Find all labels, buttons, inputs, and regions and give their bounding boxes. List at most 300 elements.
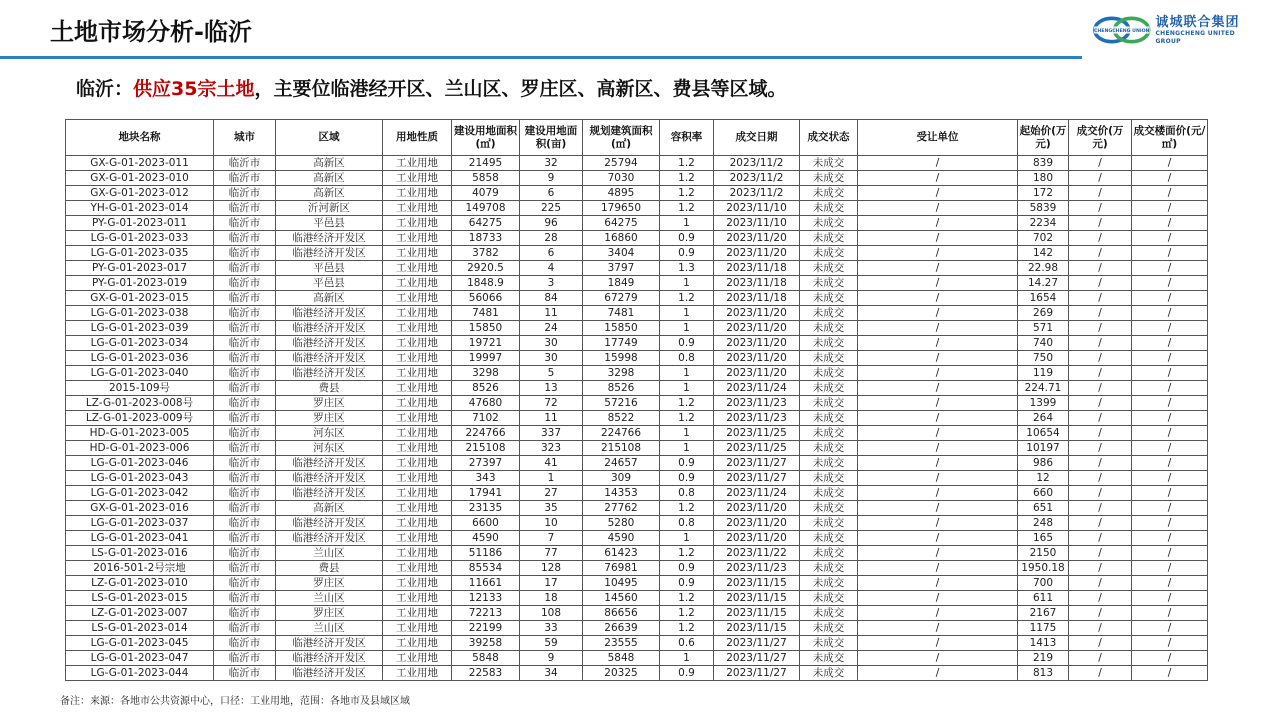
table-cell: 0.6	[660, 636, 714, 651]
table-body	[66, 156, 1208, 681]
table-cell: /	[858, 531, 1018, 546]
table-cell: GX-G-01-2023-012	[66, 186, 214, 201]
column-header: 成交价(万元)	[1069, 120, 1132, 156]
table-cell: 225	[520, 201, 583, 216]
table-row	[66, 261, 1208, 276]
table-cell: /	[858, 246, 1018, 261]
table-cell: 165	[1018, 531, 1069, 546]
table-cell: 12133	[452, 591, 520, 606]
table-cell: 2023/11/25	[714, 441, 800, 456]
table-cell: 20325	[583, 666, 660, 681]
table-row	[66, 636, 1208, 651]
table-cell: 未成交	[800, 186, 858, 201]
table-cell: 工业用地	[383, 561, 452, 576]
table-cell: /	[858, 291, 1018, 306]
table-cell: 1	[660, 651, 714, 666]
table-cell: 18733	[452, 231, 520, 246]
table-cell: 未成交	[800, 321, 858, 336]
table-cell: 临港经济开发区	[276, 321, 383, 336]
table-cell: 17	[520, 576, 583, 591]
column-header: 成交楼面价(元/㎡)	[1132, 120, 1208, 156]
column-header: 受让单位	[858, 120, 1018, 156]
table-cell: 72213	[452, 606, 520, 621]
table-cell: 11	[520, 411, 583, 426]
table-cell: 临沂市	[214, 441, 276, 456]
table-cell: 临沂市	[214, 666, 276, 681]
table-cell: 临港经济开发区	[276, 231, 383, 246]
table-cell: 39258	[452, 636, 520, 651]
table-cell: 未成交	[800, 576, 858, 591]
table-cell: 0.8	[660, 486, 714, 501]
table-cell: 临港经济开发区	[276, 471, 383, 486]
table-cell: LG-G-01-2023-033	[66, 231, 214, 246]
table-cell: 27762	[583, 501, 660, 516]
table-cell: LS-G-01-2023-016	[66, 546, 214, 561]
table-cell: 10495	[583, 576, 660, 591]
table-cell: 2023/11/27	[714, 666, 800, 681]
table-cell: 0.9	[660, 246, 714, 261]
table-cell: 2023/11/15	[714, 591, 800, 606]
table-cell: /	[1132, 546, 1208, 561]
table-cell: /	[1132, 471, 1208, 486]
table-cell: 临港经济开发区	[276, 531, 383, 546]
table-cell: 1	[660, 426, 714, 441]
table-cell: 1.2	[660, 546, 714, 561]
table-cell: /	[858, 216, 1018, 231]
table-cell: 1175	[1018, 621, 1069, 636]
table-cell: 临沂市	[214, 486, 276, 501]
table-row	[66, 456, 1208, 471]
table-row	[66, 336, 1208, 351]
table-row	[66, 516, 1208, 531]
table-cell: 2023/11/25	[714, 426, 800, 441]
table-cell: 临沂市	[214, 411, 276, 426]
footnote: 备注：来源：各地市公共资源中心，口径：工业用地，范围：各地市及县域区域	[60, 696, 410, 707]
table-cell: /	[1069, 186, 1132, 201]
table-cell: /	[1132, 306, 1208, 321]
table-cell: 临沂市	[214, 531, 276, 546]
table-row	[66, 441, 1208, 456]
table-cell: 5839	[1018, 201, 1069, 216]
table-cell: 224766	[583, 426, 660, 441]
table-cell: LG-G-01-2023-034	[66, 336, 214, 351]
table-cell: 2920.5	[452, 261, 520, 276]
table-cell: 14353	[583, 486, 660, 501]
table-cell: 未成交	[800, 396, 858, 411]
table-row	[66, 246, 1208, 261]
table-cell: LG-G-01-2023-039	[66, 321, 214, 336]
table-cell: 128	[520, 561, 583, 576]
table-cell: 未成交	[800, 306, 858, 321]
table-cell: 未成交	[800, 366, 858, 381]
table-cell: /	[1069, 456, 1132, 471]
table-cell: 813	[1018, 666, 1069, 681]
table-cell: /	[858, 561, 1018, 576]
table-cell: /	[858, 546, 1018, 561]
table-cell: 5848	[583, 651, 660, 666]
table-cell: /	[1132, 231, 1208, 246]
table-cell: 2023/11/15	[714, 576, 800, 591]
table-cell: /	[1132, 366, 1208, 381]
table-cell: 7102	[452, 411, 520, 426]
table-cell: HD-G-01-2023-006	[66, 441, 214, 456]
table-row	[66, 426, 1208, 441]
table-cell: 30	[520, 351, 583, 366]
table-cell: 611	[1018, 591, 1069, 606]
table-cell: 工业用地	[383, 321, 452, 336]
table-cell: 180	[1018, 171, 1069, 186]
table-cell: 工业用地	[383, 216, 452, 231]
table-cell: /	[858, 426, 1018, 441]
table-cell: 51186	[452, 546, 520, 561]
table-cell: 未成交	[800, 426, 858, 441]
table-cell: /	[1069, 261, 1132, 276]
table-cell: LG-G-01-2023-041	[66, 531, 214, 546]
table-cell: 工业用地	[383, 426, 452, 441]
table-cell: 0.9	[660, 231, 714, 246]
table-cell: 3	[520, 276, 583, 291]
table-cell: 未成交	[800, 501, 858, 516]
table-cell: 14560	[583, 591, 660, 606]
table-cell: /	[858, 486, 1018, 501]
table-cell: LZ-G-01-2023-007	[66, 606, 214, 621]
table-cell: 56066	[452, 291, 520, 306]
column-header: 用地性质	[383, 120, 452, 156]
table-cell: 工业用地	[383, 291, 452, 306]
table-cell: 26639	[583, 621, 660, 636]
table-cell: /	[1069, 666, 1132, 681]
summary-suffix: ，主要位临港经开区、兰山区、罗庄区、高新区、费县等区域。	[254, 78, 787, 100]
table-cell: 1.2	[660, 291, 714, 306]
table-cell: 2023/11/22	[714, 546, 800, 561]
table-cell: 179650	[583, 201, 660, 216]
table-cell: 7481	[452, 306, 520, 321]
table-cell: LZ-G-01-2023-008号	[66, 396, 214, 411]
table-cell: 6	[520, 186, 583, 201]
table-cell: 986	[1018, 456, 1069, 471]
table-cell: 651	[1018, 501, 1069, 516]
table-cell: 108	[520, 606, 583, 621]
table-cell: LG-G-01-2023-047	[66, 651, 214, 666]
table-cell: /	[858, 396, 1018, 411]
table-cell: 1	[660, 306, 714, 321]
table-cell: 5848	[452, 651, 520, 666]
table-cell: 工业用地	[383, 471, 452, 486]
table-cell: 临港经济开发区	[276, 516, 383, 531]
column-header: 规划建筑面积(㎡)	[583, 120, 660, 156]
table-cell: 高新区	[276, 156, 383, 171]
table-cell: /	[1132, 426, 1208, 441]
table-cell: 17941	[452, 486, 520, 501]
table-cell: /	[1132, 411, 1208, 426]
table-cell: /	[1069, 516, 1132, 531]
table-cell: 工业用地	[383, 201, 452, 216]
table-cell: 临沂市	[214, 246, 276, 261]
table-cell: /	[858, 231, 1018, 246]
table-cell: 工业用地	[383, 516, 452, 531]
table-cell: 9	[520, 651, 583, 666]
table-cell: 工业用地	[383, 186, 452, 201]
table-cell: 临沂市	[214, 606, 276, 621]
table-cell: 21495	[452, 156, 520, 171]
table-cell: 4895	[583, 186, 660, 201]
table-cell: /	[1132, 396, 1208, 411]
table-cell: 8526	[583, 381, 660, 396]
table-row	[66, 546, 1208, 561]
table-row	[66, 321, 1208, 336]
table-cell: /	[1132, 336, 1208, 351]
table-header-row	[66, 120, 1208, 156]
table-cell: 工业用地	[383, 306, 452, 321]
table-cell: /	[1069, 171, 1132, 186]
table-cell: /	[1069, 531, 1132, 546]
table-cell: 2023/11/15	[714, 621, 800, 636]
table-cell: 未成交	[800, 201, 858, 216]
table-cell: /	[1132, 591, 1208, 606]
summary-prefix: 临沂：	[76, 78, 134, 100]
table-cell: 2023/11/2	[714, 156, 800, 171]
table-row	[66, 576, 1208, 591]
table-cell: 149708	[452, 201, 520, 216]
table-cell: 未成交	[800, 606, 858, 621]
table-cell: 15998	[583, 351, 660, 366]
table-cell: /	[1132, 456, 1208, 471]
table-cell: 16860	[583, 231, 660, 246]
page-title: 土地市场分析-临沂	[50, 18, 252, 46]
table-cell: 6600	[452, 516, 520, 531]
table-row	[66, 216, 1208, 231]
table-cell: /	[1132, 651, 1208, 666]
table-cell: 1950.18	[1018, 561, 1069, 576]
table-cell: 2023/11/10	[714, 201, 800, 216]
column-header: 成交日期	[714, 120, 800, 156]
table-cell: 临沂市	[214, 591, 276, 606]
table-row	[66, 591, 1208, 606]
table-cell: 未成交	[800, 441, 858, 456]
table-cell: 343	[452, 471, 520, 486]
table-cell: /	[1132, 501, 1208, 516]
table-cell: /	[858, 621, 1018, 636]
table-cell: /	[1069, 291, 1132, 306]
table-cell: /	[1069, 381, 1132, 396]
table-cell: 64275	[583, 216, 660, 231]
table-cell: 临沂市	[214, 171, 276, 186]
table-cell: /	[1069, 201, 1132, 216]
table-cell: 临沂市	[214, 621, 276, 636]
table-cell: 临港经济开发区	[276, 456, 383, 471]
table-cell: /	[858, 471, 1018, 486]
table-cell: /	[1069, 441, 1132, 456]
table-cell: 2023/11/18	[714, 291, 800, 306]
table-cell: 2023/11/18	[714, 276, 800, 291]
table-cell: 未成交	[800, 531, 858, 546]
table-cell: /	[858, 366, 1018, 381]
table-cell: LG-G-01-2023-036	[66, 351, 214, 366]
logo-name-en: CHENGCHENG UNITED GROUP	[1155, 29, 1235, 45]
table-cell: 临港经济开发区	[276, 486, 383, 501]
table-cell: 142	[1018, 246, 1069, 261]
table-cell: LG-G-01-2023-044	[66, 666, 214, 681]
table-cell: /	[858, 276, 1018, 291]
column-header: 起始价(万元)	[1018, 120, 1069, 156]
table-cell: 2023/11/20	[714, 531, 800, 546]
table-cell: GX-G-01-2023-016	[66, 501, 214, 516]
table-cell: YH-G-01-2023-014	[66, 201, 214, 216]
table-cell: 未成交	[800, 231, 858, 246]
table-cell: 1.2	[660, 396, 714, 411]
table-cell: 临沂市	[214, 276, 276, 291]
table-cell: 未成交	[800, 516, 858, 531]
table-cell: LG-G-01-2023-038	[66, 306, 214, 321]
table-cell: /	[858, 201, 1018, 216]
table-cell: 工业用地	[383, 531, 452, 546]
table-cell: 工业用地	[383, 261, 452, 276]
table-cell: 工业用地	[383, 366, 452, 381]
table-cell: PY-G-01-2023-019	[66, 276, 214, 291]
table-cell: 96	[520, 216, 583, 231]
table-cell: 2023/11/27	[714, 471, 800, 486]
table-cell: 1.2	[660, 186, 714, 201]
table-cell: /	[1132, 381, 1208, 396]
table-cell: 1	[660, 321, 714, 336]
table-cell: 76981	[583, 561, 660, 576]
table-cell: /	[1069, 351, 1132, 366]
table-cell: GX-G-01-2023-011	[66, 156, 214, 171]
table-cell: /	[858, 261, 1018, 276]
table-cell: /	[858, 171, 1018, 186]
table-cell: 2023/11/20	[714, 306, 800, 321]
table-cell: 1.2	[660, 171, 714, 186]
table-cell: 27	[520, 486, 583, 501]
table-cell: /	[858, 441, 1018, 456]
table-row	[66, 501, 1208, 516]
table-cell: 61423	[583, 546, 660, 561]
table-cell: 未成交	[800, 381, 858, 396]
table-cell: 2023/11/15	[714, 606, 800, 621]
table-cell: 未成交	[800, 156, 858, 171]
table-cell: 平邑县	[276, 261, 383, 276]
table-cell: 临沂市	[214, 561, 276, 576]
table-cell: 4	[520, 261, 583, 276]
table-cell: /	[1069, 576, 1132, 591]
table-cell: /	[858, 156, 1018, 171]
table-cell: 临沂市	[214, 576, 276, 591]
table-cell: 1.2	[660, 591, 714, 606]
table-cell: 10	[520, 516, 583, 531]
table-cell: 临港经济开发区	[276, 366, 383, 381]
table-cell: 罗庄区	[276, 411, 383, 426]
table-row	[66, 381, 1208, 396]
table-cell: 工业用地	[383, 156, 452, 171]
table-cell: 11661	[452, 576, 520, 591]
table-cell: /	[1069, 651, 1132, 666]
table-cell: 224.71	[1018, 381, 1069, 396]
table-cell: 临沂市	[214, 306, 276, 321]
table-row	[66, 396, 1208, 411]
table-row	[66, 156, 1208, 171]
table-cell: 2023/11/20	[714, 366, 800, 381]
table-cell: 10654	[1018, 426, 1069, 441]
table-cell: 临港经济开发区	[276, 636, 383, 651]
table-cell: 119	[1018, 366, 1069, 381]
table-cell: 临港经济开发区	[276, 306, 383, 321]
table-cell: 4079	[452, 186, 520, 201]
table-cell: 未成交	[800, 216, 858, 231]
table-cell: 8522	[583, 411, 660, 426]
table-cell: 11	[520, 306, 583, 321]
table-cell: 10197	[1018, 441, 1069, 456]
table-cell: 临沂市	[214, 216, 276, 231]
table-cell: PY-G-01-2023-017	[66, 261, 214, 276]
table-cell: 323	[520, 441, 583, 456]
table-cell: 2023/11/2	[714, 171, 800, 186]
table-cell: 工业用地	[383, 621, 452, 636]
table-cell: 高新区	[276, 291, 383, 306]
table-cell: 1.2	[660, 201, 714, 216]
table-cell: 25794	[583, 156, 660, 171]
table-cell: 0.8	[660, 516, 714, 531]
table-cell: 13	[520, 381, 583, 396]
table-cell: 59	[520, 636, 583, 651]
table-cell: /	[858, 636, 1018, 651]
table-cell: 0.9	[660, 471, 714, 486]
table-cell: /	[1069, 396, 1132, 411]
table-cell: LZ-G-01-2023-010	[66, 576, 214, 591]
table-cell: 未成交	[800, 486, 858, 501]
table-cell: 未成交	[800, 651, 858, 666]
table-cell: 1	[660, 381, 714, 396]
table-cell: /	[1069, 306, 1132, 321]
table-cell: 临沂市	[214, 336, 276, 351]
table-cell: /	[1069, 246, 1132, 261]
table-cell: 15850	[583, 321, 660, 336]
table-cell: 5858	[452, 171, 520, 186]
table-cell: 22199	[452, 621, 520, 636]
table-cell: 224766	[452, 426, 520, 441]
table-cell: 临港经济开发区	[276, 651, 383, 666]
table-cell: 工业用地	[383, 381, 452, 396]
table-cell: /	[1132, 321, 1208, 336]
table-cell: 河东区	[276, 441, 383, 456]
table-cell: 3782	[452, 246, 520, 261]
table-cell: 3404	[583, 246, 660, 261]
table-cell: 2023/11/20	[714, 321, 800, 336]
table-cell: 2023/11/27	[714, 456, 800, 471]
table-row	[66, 531, 1208, 546]
table-cell: 2023/11/20	[714, 516, 800, 531]
table-cell: 平邑县	[276, 276, 383, 291]
table-cell: LS-G-01-2023-015	[66, 591, 214, 606]
table-cell: 3797	[583, 261, 660, 276]
table-cell: 临沂市	[214, 651, 276, 666]
table-cell: 工业用地	[383, 591, 452, 606]
table-cell: 0.9	[660, 456, 714, 471]
column-header: 成交状态	[800, 120, 858, 156]
table-row	[66, 606, 1208, 621]
table-cell: 3298	[583, 366, 660, 381]
column-header: 建设用地面积(㎡)	[452, 120, 520, 156]
table-cell: /	[1132, 351, 1208, 366]
table-cell: /	[1132, 636, 1208, 651]
table-cell: /	[1132, 291, 1208, 306]
table-cell: 740	[1018, 336, 1069, 351]
table-cell: 15850	[452, 321, 520, 336]
table-cell: /	[1069, 276, 1132, 291]
table-row	[66, 171, 1208, 186]
table-row	[66, 276, 1208, 291]
table-cell: 工业用地	[383, 606, 452, 621]
table-cell: 1.2	[660, 501, 714, 516]
